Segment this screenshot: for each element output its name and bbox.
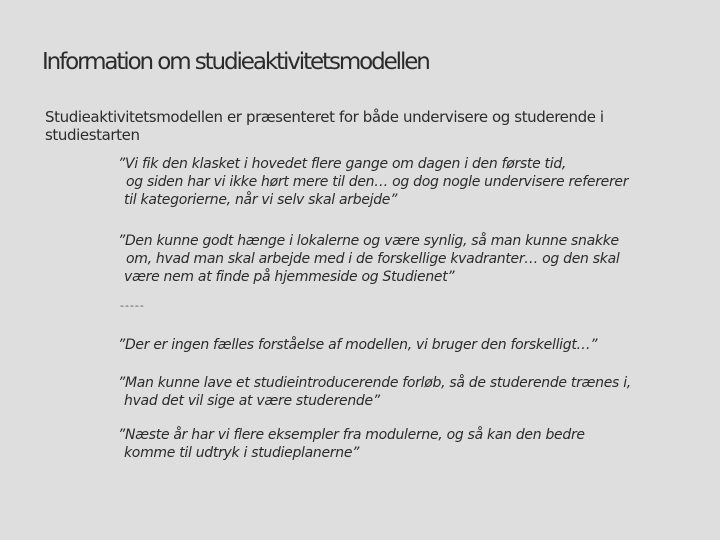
quote-2-line-1: ”Den kunne godt hænge i lokalerne og være synlig, så man kunne snakke [118, 233, 619, 249]
quote-4-line-1: ”Man kunne lave et studieintroducerende forløb, så de studerende trænes i, [118, 375, 631, 391]
quote-3-line-1: ”Der er ingen fælles forståelse af modellen, vi bruger den forskelligt…” [118, 337, 598, 353]
slide-title: Information om studieaktivitetsmodellen [42, 49, 429, 75]
intro-line-1: Studieaktivitetsmodellen er præsenteret for både undervisere og studerende i [45, 108, 604, 126]
quote-1-line-3: til kategorierne, når vi selv skal arbejde” [124, 192, 398, 208]
quote-2 [118, 232, 619, 286]
quote-1-line-2: og siden har vi ikke hørt mere til den… og dog nogle undervisere refererer [126, 174, 629, 190]
quote-5-line-2: komme til udtryk i studieplanerne” [124, 445, 360, 461]
quote-3 [118, 336, 597, 354]
quote-4-line-2: hvad det vil sige at være studerende” [124, 393, 380, 409]
quote-1 [118, 155, 628, 209]
quote-1-line-1: ”Vi fik den klasket i hovedet flere gange om dagen i den første tid, [118, 156, 567, 172]
quote-5 [118, 426, 585, 462]
quote-2-line-2: om, hvad man skal arbejde med i de forskellige kvadranter… og den skal [126, 251, 620, 267]
quote-5-line-1: ”Næste år har vi flere eksempler fra modulerne, og så kan den bedre [118, 427, 585, 443]
intro-line-2: studiestarten [45, 126, 140, 144]
intro-text [45, 108, 645, 144]
quote-4 [118, 374, 631, 410]
quote-2-line-3: være nem at finde på hjemmeside og Studienet” [124, 269, 455, 285]
separator: ----- [120, 299, 145, 312]
